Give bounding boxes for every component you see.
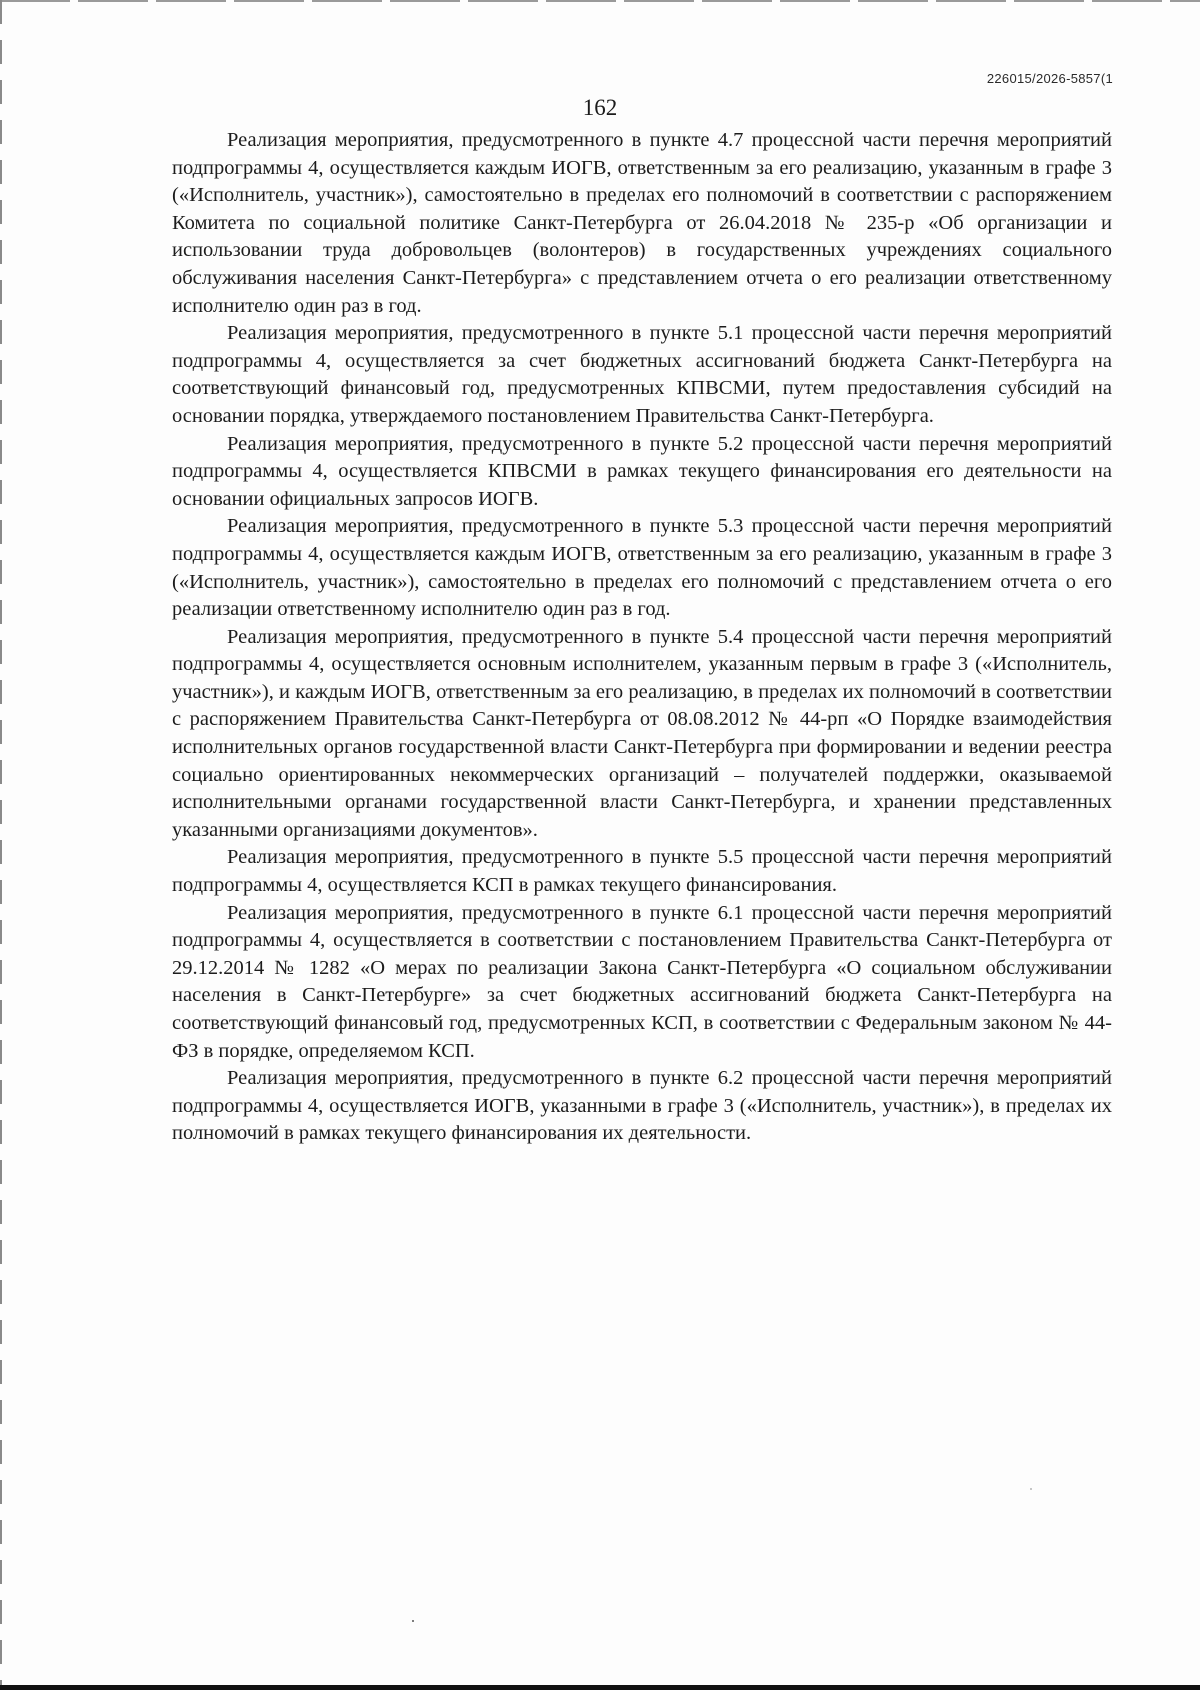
scan-edge-bottom [0, 1685, 1200, 1690]
page-number: 162 [582, 95, 618, 120]
paragraph-5-3: Реализация мероприятия, предусмотренного в пункте 5.3 процессной части перечня мероприятий подпрограммы 4, осуществляется каждым ИОГВ, ответственным за его реализацию, указанным в графе 3 («Исполнитель, участник»), самостоятельно в пределах его полномочий с представлением отчета о его реализации ответственному исполнителю один раз в год. [172, 515, 1112, 621]
paragraph-5-2: Реализация мероприятия, предусмотренного в пункте 5.2 процессной части перечня мероприятий подпрограммы 4, осуществляется КПВСМИ в рамках текущего финансирования его деятельности на основании официальных запросов ИОГВ. [172, 432, 1112, 510]
paragraph-5-5: Реализация мероприятия, предусмотренного в пункте 5.5 процессной части перечня мероприятий подпрограммы 4, осуществляется КСП в рамках текущего финансирования. [172, 846, 1112, 897]
paragraph-6-2: Реализация мероприятия, предусмотренного в пункте 6.2 процессной части перечня мероприятий подпрограммы 4, осуществляется ИОГВ, указанными в графе 3 («Исполнитель, участник»), в пределах их полномочий в рамках текущего финансирования их деятельности. [172, 1067, 1112, 1145]
scan-edge-left [0, 0, 2, 1690]
document-registration-number: 226015/2026-5857(1 [986, 71, 1113, 86]
paragraph-5-4: Реализация мероприятия, предусмотренного в пункте 5.4 процессной части перечня мероприятий подпрограммы 4, осуществляется основным исполнителем, указанным первым в графе 3 («Исполнитель, участник»), и каждым ИОГВ, ответственным за его реализацию, в пределах их полномочий в соответствии с распоряжением Правительства Санкт-Петербурга от 08.08.2012 № 44-рп «О Порядке взаимодействия исполнительных органов государственной власти Санкт-Петербурга при формировании и ведении реестра социально ориентированных некоммерческих организаций – получателей поддержки, оказываемой исполнительными органами государственной власти Санкт-Петербурга, и хранении представленных указанными организациями документов». [172, 625, 1112, 841]
scan-edge-top [0, 0, 1200, 2]
scan-speck [1030, 1488, 1032, 1490]
document-body [172, 127, 1112, 1148]
paragraph-6-1: Реализация мероприятия, предусмотренного в пункте 6.1 процессной части перечня мероприятий подпрограммы 4, осуществляется в соответствии с постановлением Правительства Санкт-Петербурга от 29.12.2014 № 1282 «О мерах по реализации Закона Санкт-Петербурга «О социальном обслуживании населения в Санкт-Петербурге» за счет бюджетных ассигнований бюджета Санкт-Петербурга на соответствующий финансовый год, предусмотренных КСП, в соответствии с Федеральным законом № 44-ФЗ в порядке, определяемом КСП. [172, 901, 1112, 1062]
scan-speck [412, 1620, 414, 1622]
paragraph-5-1: Реализация мероприятия, предусмотренного в пункте 5.1 процессной части перечня мероприятий подпрограммы 4, осуществляется за счет бюджетных ассигнований бюджета Санкт-Петербурга на соответствующий финансовый год, предусмотренных КПВСМИ, путем предоставления субсидий на основании порядка, утверждаемого постановлением Правительства Санкт-Петербурга. [172, 322, 1112, 427]
paragraph-4-7: Реализация мероприятия, предусмотренного в пункте 4.7 процессной части перечня мероприятий подпрограммы 4, осуществляется каждым ИОГВ, ответственным за его реализацию, указанным в графе 3 («Исполнитель, участник»), самостоятельно в пределах его полномочий в соответствии с распоряжением Комитета по социальной политике Санкт-Петербурга от 26.04.2018 № 235-р «Об организации и использовании труда добровольцев (волонтеров) в государственных учреждениях социального обслуживания населения Санкт-Петербурга» с представлением отчета о его реализации ответственному исполнителю один раз в год. [172, 129, 1112, 317]
